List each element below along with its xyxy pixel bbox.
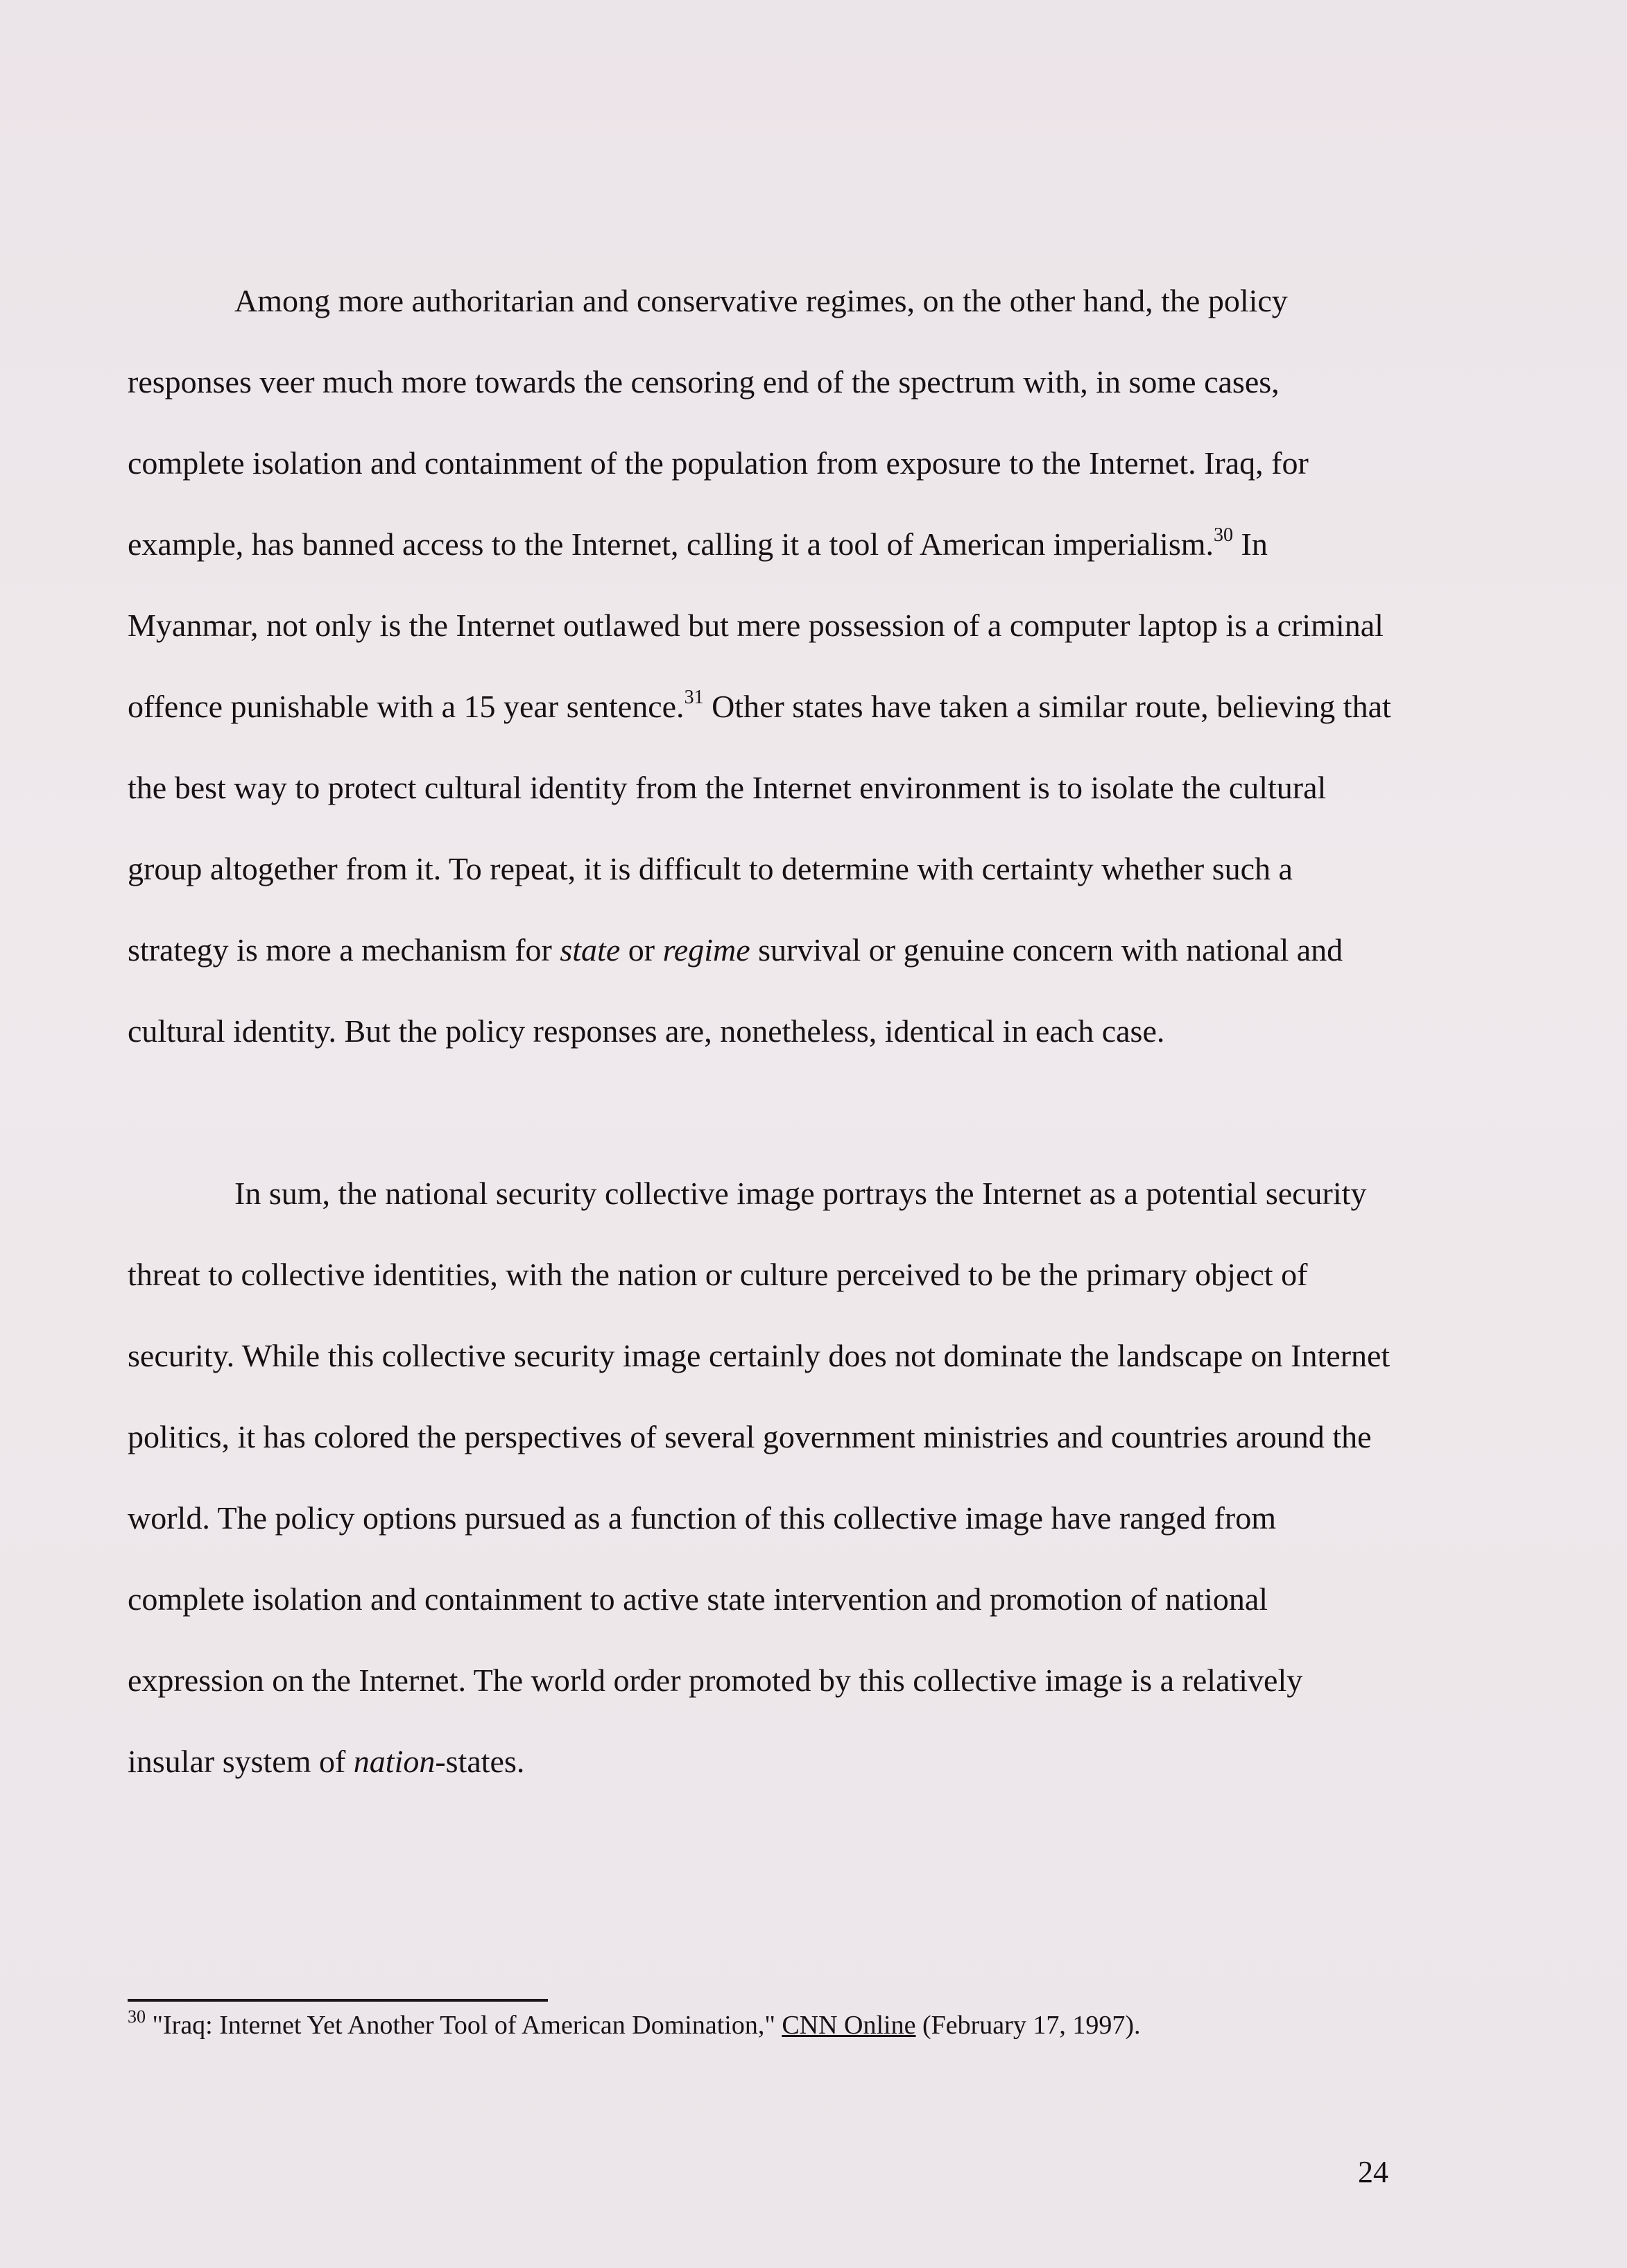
paragraph-2 <box>128 1153 1397 1802</box>
footnote-date: (February 17, 1997). <box>915 2011 1141 2040</box>
text-run: In sum, the national security collective image portrays the Internet as a potential security threat to collective identities, with the nation or culture perceived to be the primary object of security. While this collective security image certainly does not dominate the landscape on Internet politics, it has colored the perspectives of several government ministries and countries around the world. The policy options pursued as a function of this collective image have ranged from complete isolation and containment to active state intervention and promotion of national expression on the Internet. The world order promoted by this collective image is a relatively insular system of <box>128 1176 1391 1779</box>
footnote-ref-30: 30 <box>1214 524 1234 546</box>
emphasis-text: nation <box>353 1744 436 1779</box>
text-run: Other states have taken a similar route, believing that the best way to protect cultural identity from the Internet environment is to isolate the cultural group altogether from it. To repeat, it is difficult to determine with certainty whether such a strategy is more a mechanism for <box>128 689 1391 968</box>
footnote-ref-31: 31 <box>684 686 704 708</box>
page-number: 24 <box>1358 2155 1388 2189</box>
text-run: survival or genuine concern with national and cultural identity. But the policy responses are, nonetheless, identical in each case. <box>128 932 1343 1049</box>
emphasis-text: regime <box>662 932 750 968</box>
text-run: -states. <box>435 1744 525 1779</box>
text-run: Among more authoritarian and conservative regimes, on the other hand, the policy responses veer much more towards the censoring end of the spectrum with, in some cases, complete isolation and containment of the population from exposure to the Internet. Iraq, for example, has banned access to the Internet, calling it a tool of American imperialism. <box>128 283 1309 562</box>
text-run: In Myanmar, not only is the Internet outlawed but mere possession of a computer laptop is a criminal offence punishable with a 15 year sentence. <box>128 526 1384 724</box>
footnote-30 <box>128 2004 1140 2046</box>
emphasis-text: state <box>560 932 621 968</box>
text-run: or <box>620 932 663 968</box>
footnote-text: "Iraq: Internet Yet Another Tool of American Domination," <box>146 2011 782 2040</box>
footnote-number: 30 <box>128 2007 146 2027</box>
footnote-separator <box>128 1999 548 2002</box>
paragraph-1 <box>128 260 1397 1072</box>
footnote-source: CNN Online <box>782 2011 916 2040</box>
body-text <box>128 260 1397 1802</box>
